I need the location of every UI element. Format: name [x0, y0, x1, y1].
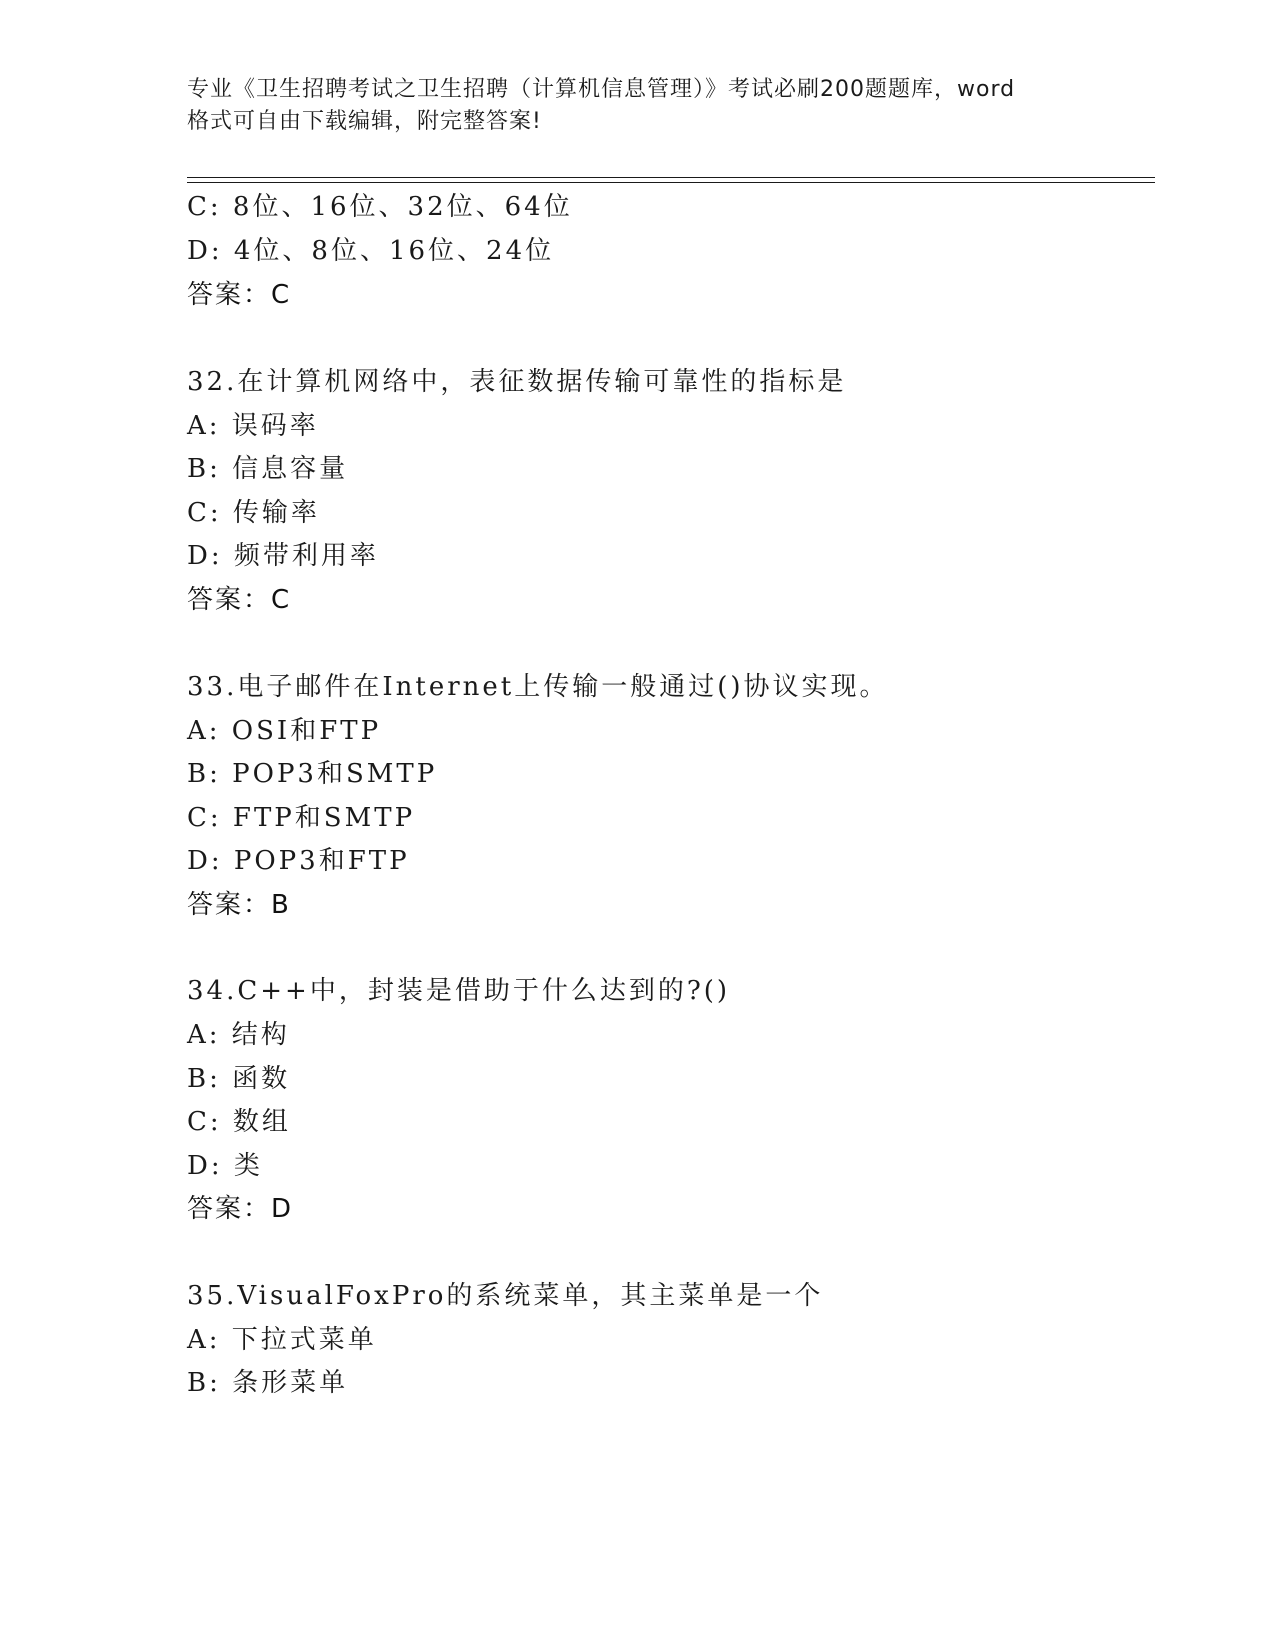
header-title-line-1: 专业《卫生招聘考试之卫生招聘（计算机信息管理）》考试必刷200题题库，word — [187, 77, 1016, 102]
q31-option-c: C: 8位、16位、32位、64位 — [187, 192, 573, 222]
q32-answer: 答案：C — [187, 585, 292, 615]
q34-answer: 答案：D — [187, 1194, 294, 1224]
document-header — [187, 74, 1087, 138]
q34-question: 34.C++中，封装是借助于什么达到的?() — [187, 976, 731, 1006]
header-title-line-2: 格式可自由下载编辑，附完整答案! — [187, 109, 542, 134]
q35-option-a: A: 下拉式菜单 — [187, 1325, 377, 1355]
q33-option-a: A: OSI和FTP — [187, 716, 382, 746]
q35-question: 35.VisualFoxPro的系统菜单，其主菜单是一个 — [187, 1281, 824, 1311]
q31-answer: 答案：C — [187, 280, 292, 310]
q33-option-b: B: POP3和SMTP — [187, 759, 438, 789]
q32-option-b: B: 信息容量 — [187, 454, 349, 484]
q34-option-d: D: 类 — [187, 1151, 263, 1181]
q34-option-a: A: 结构 — [187, 1020, 290, 1050]
q34-option-b: B: 函数 — [187, 1064, 291, 1094]
q33-answer: 答案：B — [187, 890, 291, 920]
q31-option-d: D: 4位、8位、16位、24位 — [187, 236, 555, 266]
q32-question: 32.在计算机网络中，表征数据传输可靠性的指标是 — [187, 367, 847, 397]
q34-option-c: C: 数组 — [187, 1107, 291, 1137]
q35-option-b: B: 条形菜单 — [187, 1368, 349, 1398]
q33-option-c: C: FTP和SMTP — [187, 803, 416, 833]
header-divider-top — [187, 177, 1155, 178]
q32-option-d: D: 频带利用率 — [187, 541, 379, 571]
q32-option-a: A: 误码率 — [187, 411, 319, 441]
header-divider-bottom — [187, 182, 1155, 183]
q33-option-d: D: POP3和FTP — [187, 846, 410, 876]
q33-question: 33.电子邮件在Internet上传输一般通过()协议实现。 — [187, 672, 889, 702]
q32-option-c: C: 传输率 — [187, 498, 320, 528]
